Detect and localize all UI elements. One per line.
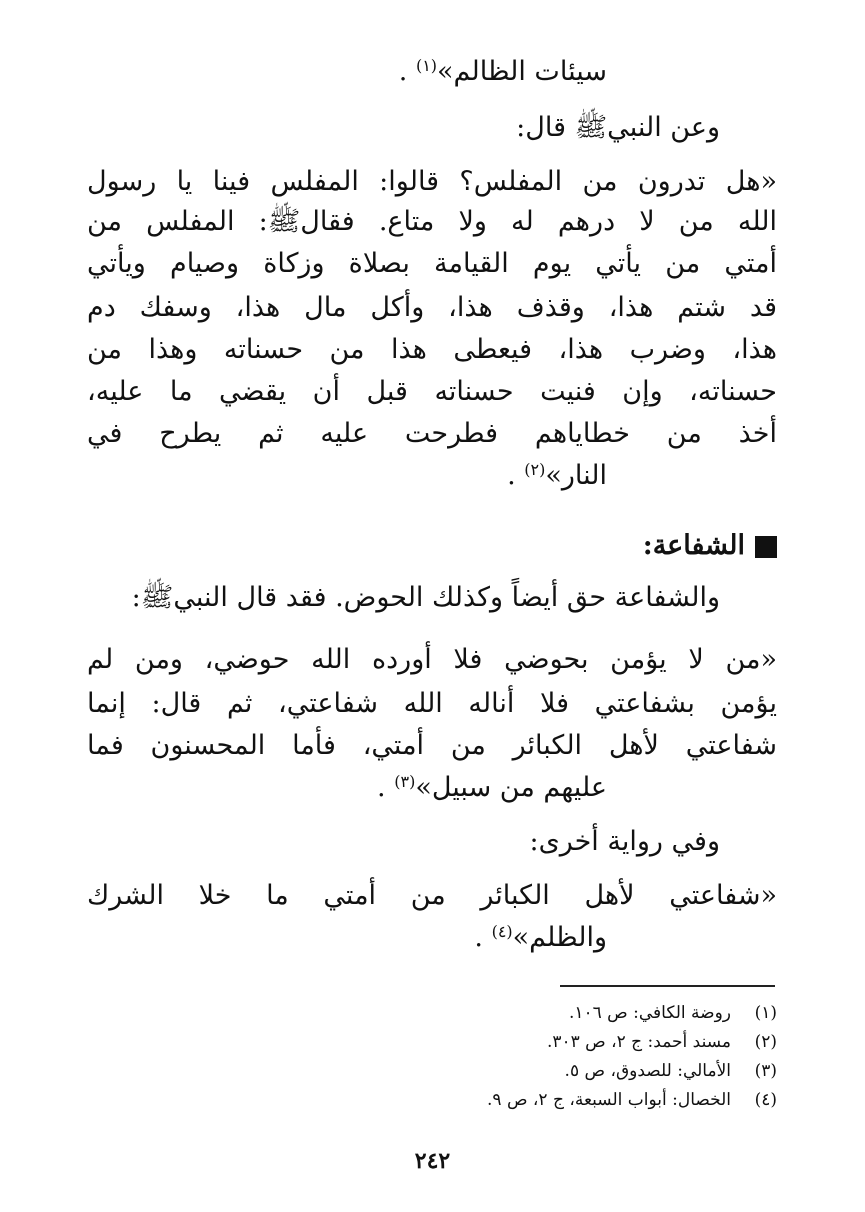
footnote-ref-1: (١) <box>415 56 438 75</box>
hadith-line: شفاعتي لأهل الكبائر من أمتي، فأما المحسنون فما <box>87 730 777 761</box>
footnote-item: (١)روضة الكافي: ص ١٠٦. <box>568 1003 777 1023</box>
section-heading: الشفاعة: <box>643 526 777 566</box>
continuation-line: سيئات الظالم»$^{(١)}$ . <box>398 56 607 87</box>
narration-intro: وفي رواية أخرى: <box>529 826 720 857</box>
hadith-line: أخذ من خطاياهم فطرحت عليه ثم يطرح في <box>87 418 777 449</box>
square-bullet-icon <box>755 536 777 558</box>
hadith-line: «شفاعتي لأهل الكبائر من أمتي ما خلا الشرك <box>87 880 777 911</box>
hadith-last-line: النار»$^{(٢)}$ . <box>507 460 607 491</box>
hadith-line: قد شتم هذا، وقذف هذا، وأكل مال هذا، وسفك دم <box>87 292 777 323</box>
hadith-line: الله من لا درهم له ولا متاع. فقالﷺ: المفلس من <box>87 206 777 237</box>
hadith-line: يؤمن بشفاعتي فلا أناله الله شفاعتي، ثم قال: إنما <box>87 688 777 719</box>
hadith-intro-line: وعن النبيﷺ قال: <box>516 112 720 143</box>
footnote-item: (٣)الأمالي: للصدوق، ص ٥. <box>564 1061 777 1081</box>
hadith-line: أمتي من يأتي يوم القيامة بصلاة وزكاة وصيام ويأتي <box>87 248 777 279</box>
footnote-ref-3: (٣) <box>394 772 416 791</box>
footnote-divider <box>560 985 775 987</box>
footnote-ref-2: (٢) <box>524 460 546 479</box>
hadith-line: هذا، وضرب هذا، فيعطى هذا من حسناته وهذا من <box>87 334 777 365</box>
hadith-line: «من لا يؤمن بحوضي فلا أورده الله حوضي، ومن لم <box>87 644 777 675</box>
footnote-item: (٤)الخصال: أبواب السبعة، ج ٢، ص ٩. <box>487 1090 777 1110</box>
hadith-line: «هل تدرون من المفلس؟ قالوا: المفلس فينا يا رسول <box>87 166 777 197</box>
hadith-line: حسناته، وإن فنيت حسناته قبل أن يقضي ما عليه، <box>87 376 777 407</box>
footnote-ref-4: (٤) <box>491 922 513 941</box>
page-number: ٢٤٢ <box>414 1148 451 1174</box>
section-intro: والشفاعة حق أيضاً وكذلك الحوض. فقد قال النبيﷺ: <box>131 582 720 613</box>
hadith-last-line: عليهم من سبيل»$^{(٣)}$ . <box>377 772 607 803</box>
footnote-item: (٢)مسند أحمد: ج ٢، ص ٣٠٣. <box>546 1032 777 1052</box>
hadith-last-line: والظلم»$^{(٤)}$ . <box>474 922 607 953</box>
